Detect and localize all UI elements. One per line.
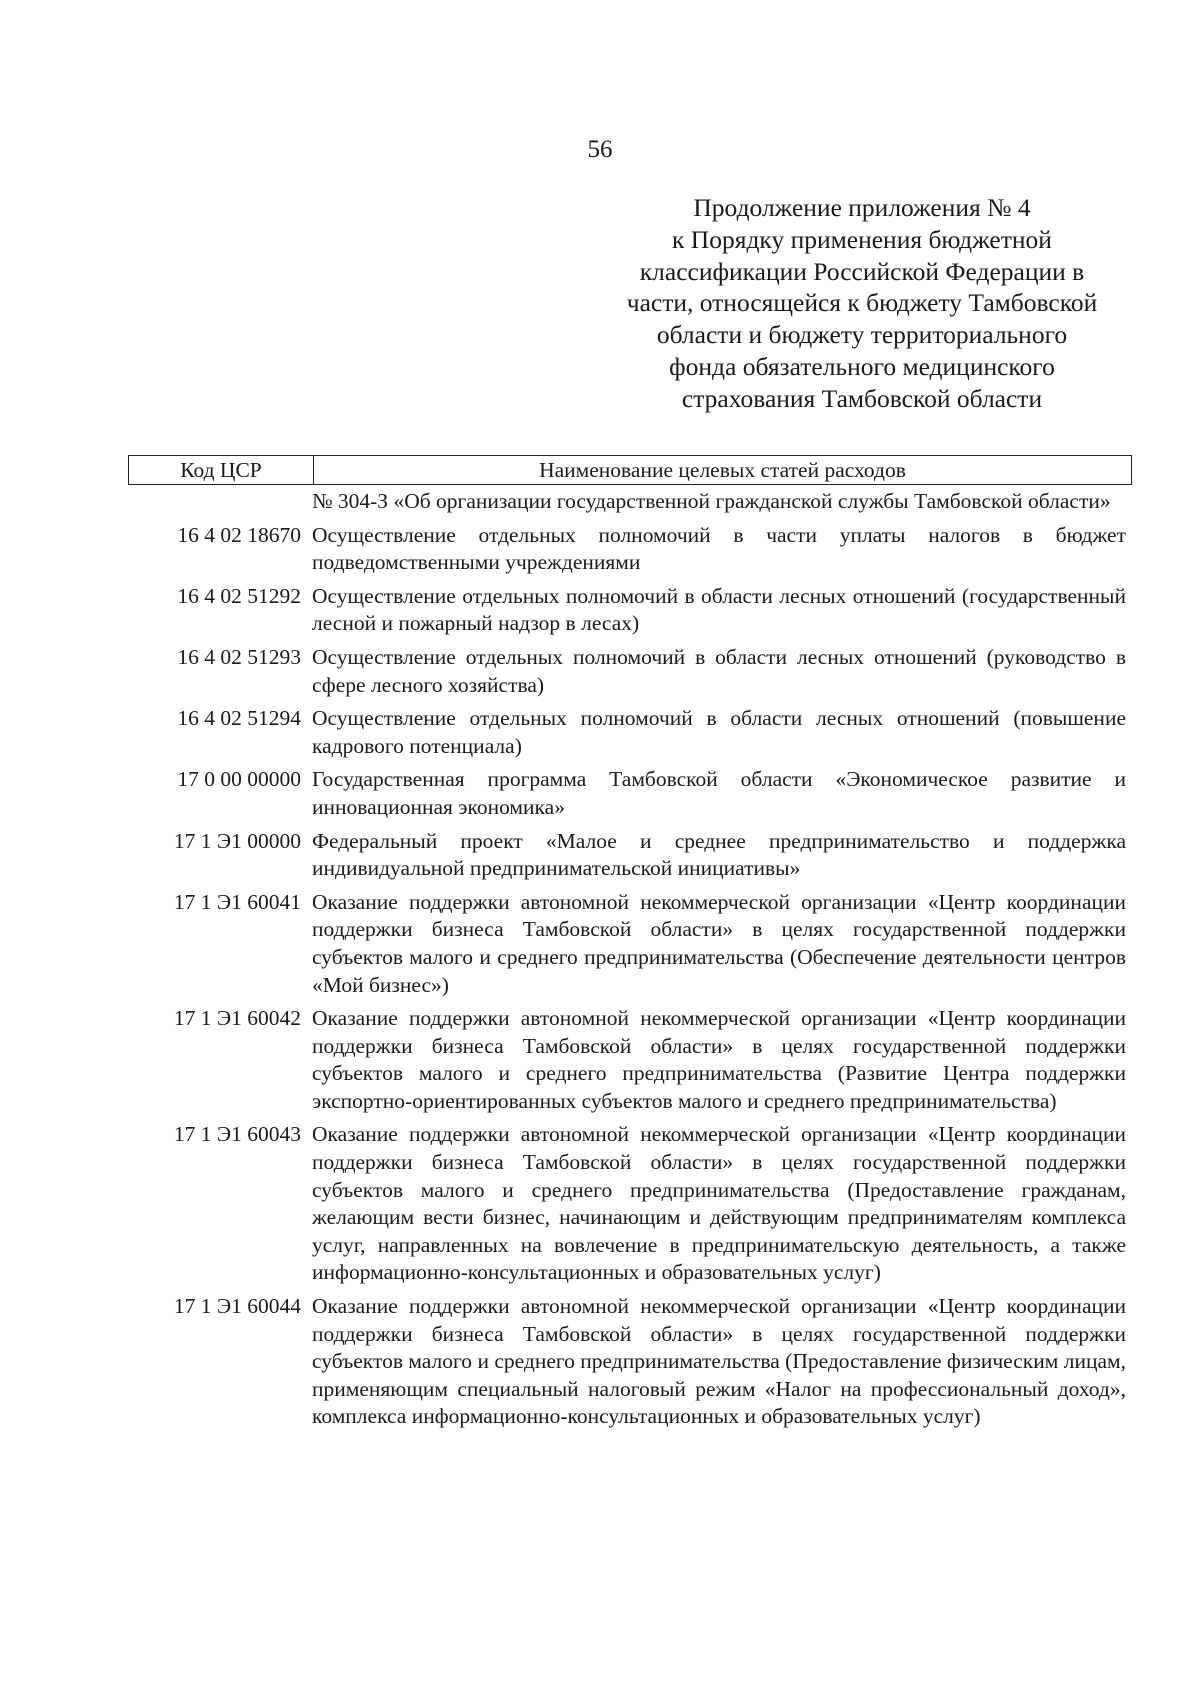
- row-name: Осуществление отдельных полномочий в области лесных отношений (государственный лесной и пожарный надзор в лесах): [312, 583, 1126, 636]
- column-header-code: Код ЦСР: [129, 456, 314, 484]
- appendix-header-line: фонда обязательного медицинского: [669, 351, 1055, 381]
- table-row: [128, 766, 1132, 821]
- row-code: 17 1 Э1 60041: [173, 889, 301, 914]
- row-code: 17 0 00 00000: [177, 767, 301, 792]
- classification-table: [128, 455, 1132, 1437]
- row-code: 17 1 Э1 60044: [173, 1294, 301, 1319]
- table-row: [128, 828, 1132, 883]
- table-row: [128, 889, 1132, 999]
- row-name: Оказание поддержки автономной некоммерческой организации «Центр координации поддержки бизнеса Тамбовской области» в целях государственной поддержки субъектов малого и среднего предпринимательства (Предоставление физическим лицам, применяющим специальный налоговый режим «Налог на профессиональный доход», комплекса информационно-консультационных и образовательных услуг): [312, 1294, 1126, 1429]
- row-code: 16 4 02 51292: [177, 583, 301, 608]
- table-row: [128, 705, 1132, 760]
- table-row: [128, 488, 1132, 516]
- table-row: [128, 1121, 1132, 1287]
- row-name: Оказание поддержки автономной некоммерческой организации «Центр координации поддержки бизнеса Тамбовской области» в целях государственной поддержки субъектов малого и среднего предпринимательства (Предоставление гражданам, желающим вести бизнес, начинающим и действующим предпринимателям комплекса услуг, направленных на вовлечение в предпринимательскую деятельность, а также информационно-консультационных и образовательных услуг): [312, 1122, 1126, 1285]
- row-code: [128, 488, 312, 516]
- appendix-header-line: области и бюджету территориального: [656, 320, 1068, 350]
- appendix-header-line: классификации Российской Федерации в: [639, 256, 1085, 286]
- table-row: [128, 583, 1132, 638]
- row-code: 16 4 02 51294: [177, 706, 301, 731]
- table-row: [128, 1005, 1132, 1115]
- row-name: № 304-З «Об организации государственной гражданской службы Тамбовской области»: [312, 489, 1111, 513]
- table-row: [128, 522, 1132, 577]
- row-name: Государственная программа Тамбовской области «Экономическое развитие и инновационная экономика»: [312, 767, 1126, 819]
- row-code: 17 1 Э1 00000: [173, 828, 301, 853]
- appendix-header-line: Продолжение приложения № 4: [693, 193, 1031, 222]
- row-name: Федеральный проект «Малое и среднее предпринимательство и поддержка индивидуальной предпринимательской инициативы»: [312, 828, 1126, 881]
- table-row: [128, 644, 1132, 699]
- row-name: Осуществление отдельных полномочий в области лесных отношений (руководство в сфере лесного хозяйства): [312, 644, 1126, 697]
- appendix-header-line: части, относящейся к бюджету Тамбовской: [626, 288, 1098, 318]
- appendix-header-line: к Порядку применения бюджетной: [672, 224, 1052, 254]
- row-name: Осуществление отдельных полномочий в части уплаты налогов в бюджет подведомственными учреждениями: [312, 522, 1126, 575]
- row-code: 17 1 Э1 60042: [173, 1006, 301, 1031]
- table-header: [128, 455, 1132, 485]
- table-row: [128, 1293, 1132, 1431]
- row-name: Осуществление отдельных полномочий в области лесных отношений (повышение кадрового потенциала): [312, 706, 1126, 758]
- row-code: 16 4 02 51293: [177, 644, 301, 669]
- row-code: 16 4 02 18670: [177, 522, 301, 547]
- appendix-header-line: страхования Тамбовской области: [681, 383, 1043, 413]
- row-name: Оказание поддержки автономной некоммерческой организации «Центр координации поддержки бизнеса Тамбовской области» в целях государственной поддержки субъектов малого и среднего предпринимательства (Обеспечение деятельности центров «Мой бизнес»): [312, 889, 1126, 997]
- appendix-header: [592, 192, 1132, 415]
- row-code: 17 1 Э1 60043: [173, 1122, 301, 1147]
- page-number: 56: [587, 136, 613, 163]
- column-header-name: Наименование целевых статей расходов: [539, 458, 906, 482]
- row-name: Оказание поддержки автономной некоммерческой организации «Центр координации поддержки бизнеса Тамбовской области» в целях государственной поддержки субъектов малого и среднего предпринимательства (Развитие Центра поддержки экспортно-ориентированных субъектов малого и среднего предпринимательства): [312, 1006, 1126, 1113]
